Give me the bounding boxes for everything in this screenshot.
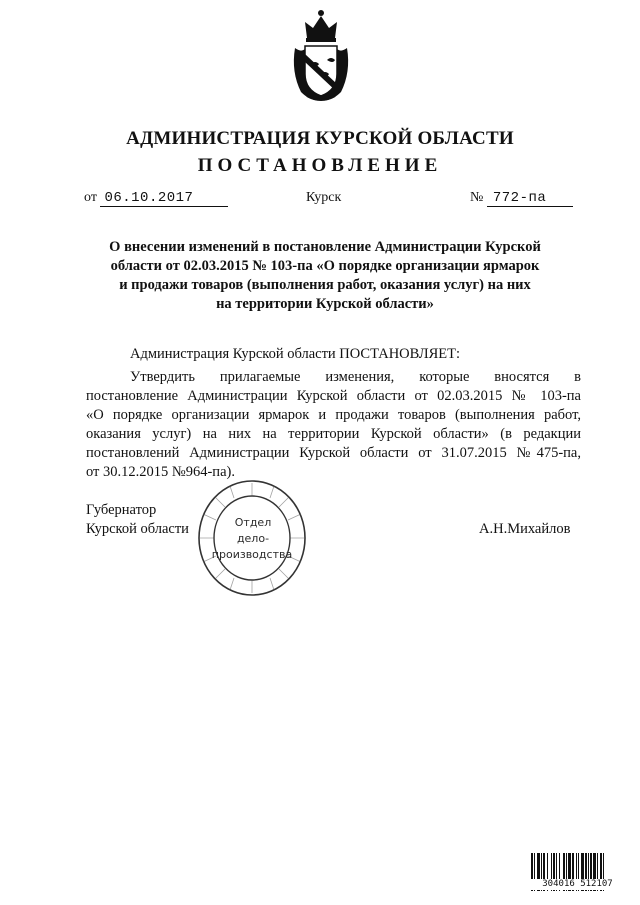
body-line: от 30.12.2015 №964-па). xyxy=(86,464,235,480)
body-line: «О порядке организации ярмарок и продажи товаров (выполнения работ, xyxy=(86,407,581,423)
barcode-number: 304016 512107 xyxy=(530,879,625,890)
number-value: 772-па xyxy=(487,190,573,207)
subject-line: и продажи товаров (выполнения работ, оказания услуг) на них xyxy=(119,277,531,293)
resolution-intro: Администрация Курской области ПОСТАНОВЛЯЕТ: xyxy=(130,346,461,362)
signatory-title xyxy=(86,501,189,539)
document-city: Курск xyxy=(306,190,342,205)
organization-title: АДМИНИСТРАЦИЯ КУРСКОЙ ОБЛАСТИ xyxy=(126,128,514,149)
subject-line: на территории Курской области» xyxy=(216,296,434,312)
number-prefix: № xyxy=(470,190,484,205)
date-value: 06.10.2017 xyxy=(100,190,228,207)
document-body xyxy=(86,345,581,482)
signatory-name: А.Н.Михайлов xyxy=(479,521,571,537)
stamp-line: производства xyxy=(211,548,293,561)
date-prefix: от xyxy=(84,190,97,205)
document-date xyxy=(84,190,228,207)
document-type: ПОСТАНОВЛЕНИЕ xyxy=(197,155,443,176)
signatory-title-line: Курской области xyxy=(86,521,189,537)
signatory-title-line: Губернатор xyxy=(86,502,157,518)
body-line: постановление Администрации Курской области от 02.03.2015 № 103-па xyxy=(86,388,581,404)
stamp-line: дело- xyxy=(236,532,270,545)
subject-line: О внесении изменений в постановление Администрации Курской xyxy=(109,239,541,255)
document-number xyxy=(470,190,573,207)
kursk-coat-of-arms-icon xyxy=(289,8,353,104)
body-line: постановлений Администрации Курской области от 31.07.2015 №475-па, xyxy=(86,445,581,461)
office-stamp xyxy=(196,478,308,598)
body-line: оказания услуг) на них на территории Курской области» (в редакции xyxy=(86,426,581,442)
document-subject xyxy=(100,238,550,314)
subject-line: области от 02.03.2015 № 103-па «О порядке организации ярмарок xyxy=(110,258,540,274)
body-line: Утвердить прилагаемые изменения, которые вносятся в xyxy=(130,369,581,385)
stamp-line: Отдел xyxy=(234,516,272,529)
